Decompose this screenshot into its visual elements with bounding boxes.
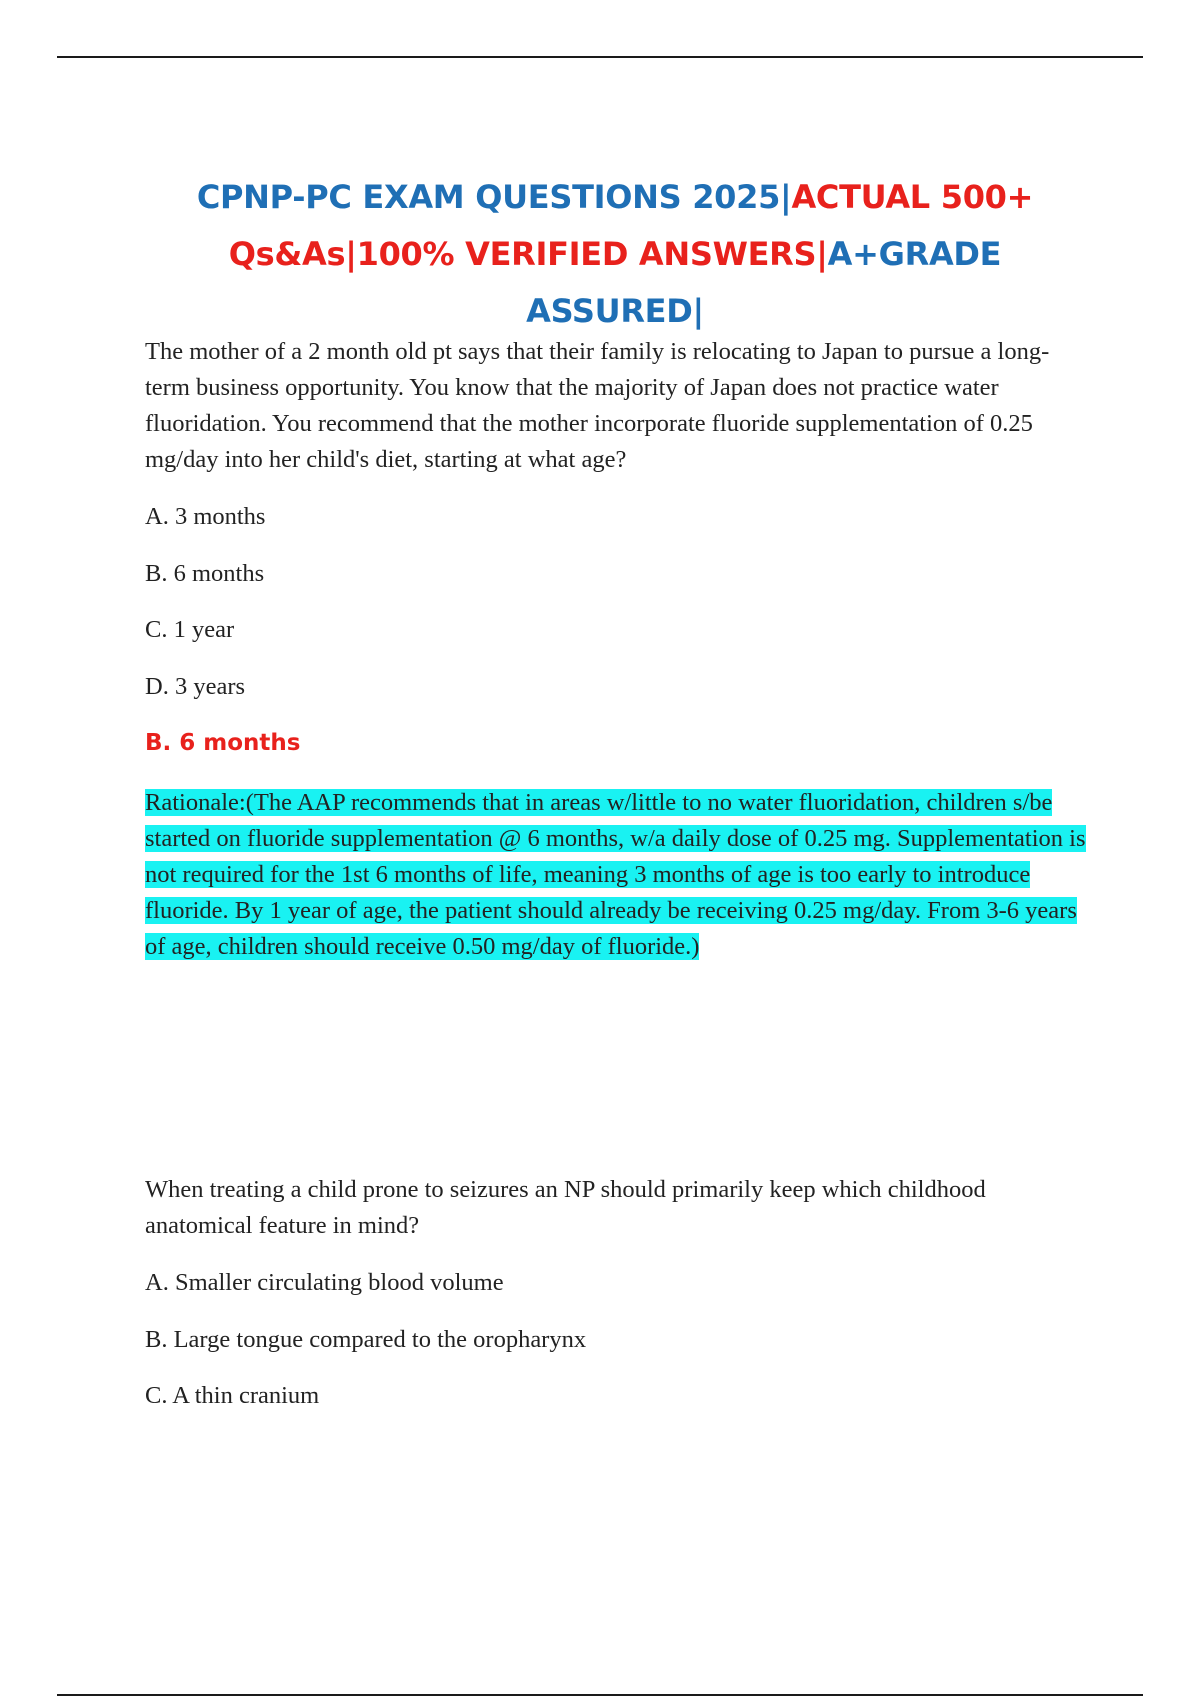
rationale-highlight: Rationale:(The AAP recommends that in areas w/little to no water fluoridation, children s/be started on fluoride supplementation @ 6 months, w/a daily dose of 0.25 mg. Supplementation is not required for the 1st 6 months of life, meaning 3 months of age is too early to introduce fluoride. By 1 year of age, the patient should already be receiving 0.25 mg/day. From 3-6 years of age, children should receive 0.50 mg/day of fluoride.) (145, 789, 1086, 960)
question-1-option-a: A. 3 months (145, 503, 266, 530)
question-1-block (145, 334, 1090, 965)
question-1-option-d: D. 3 years (145, 672, 246, 700)
title-part-3: A+GRADE ASSURED| (526, 235, 1002, 331)
document-title (140, 169, 1090, 340)
title-part-1: CPNP-PC EXAM QUESTIONS 2025| (196, 178, 792, 217)
question-2-option-a: A. Smaller circulating blood volume (145, 1269, 504, 1296)
question-1-text: The mother of a 2 month old pt says that their family is relocating to Japan to pursue a long-term business opportunity. You know that the majority of Japan does not practice water fluoridation. You recommend that the mother incorporate fluoride supplementation of 0.25 mg/day into her child's diet, starting at what age? (145, 338, 1050, 473)
question-2-text: When treating a child prone to seizures an NP should primarily keep which childhood anatomical feature in mind? (145, 1176, 986, 1239)
question-1-answer: B. 6 months (145, 730, 301, 756)
question-2-option-b: B. Large tongue compared to the oropharynx (145, 1325, 587, 1353)
question-1-option-c: C. 1 year (145, 616, 235, 643)
title-part-2: ACTUAL 500+ Qs&As|100% VERIFIED ANSWERS| (228, 178, 1034, 274)
question-2-option-c: C. A thin cranium (145, 1382, 320, 1409)
question-2-block (145, 1172, 1090, 1435)
header-rule (57, 56, 1143, 58)
question-1-rationale (145, 785, 1090, 965)
footer-rule (57, 1694, 1143, 1696)
question-1-option-b: B. 6 months (145, 559, 265, 587)
